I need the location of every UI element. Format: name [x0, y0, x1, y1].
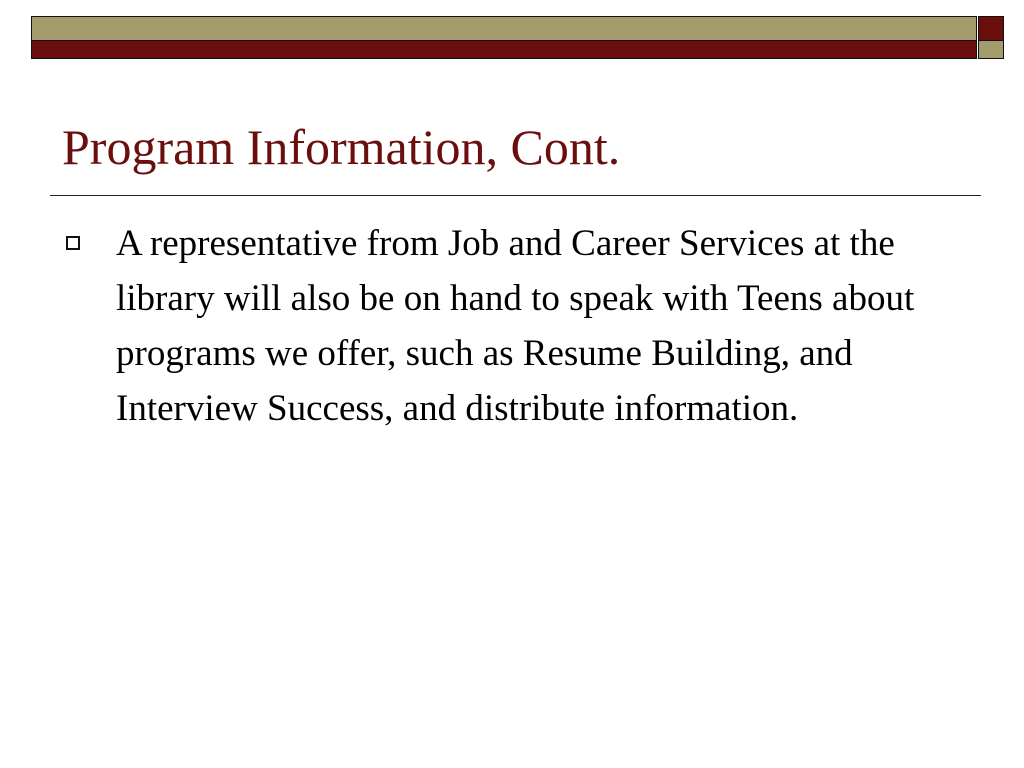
bullet-text: A representative from Job and Career Services at the library will also be on hand to speak with Teens about programs we offer, such as Resume Building, and Interview Success, and distribute information.	[116, 223, 915, 429]
header-bar-maroon	[31, 41, 977, 59]
slide-title: Program Information, Cont.	[62, 119, 621, 175]
title-divider	[50, 195, 981, 196]
hollow-square-bullet-icon	[66, 236, 80, 250]
bullet-item	[62, 216, 962, 436]
header-square-maroon	[978, 16, 1004, 41]
header-bar-olive	[31, 16, 977, 41]
header-square-olive	[978, 41, 1004, 59]
bullet-list	[62, 216, 962, 436]
